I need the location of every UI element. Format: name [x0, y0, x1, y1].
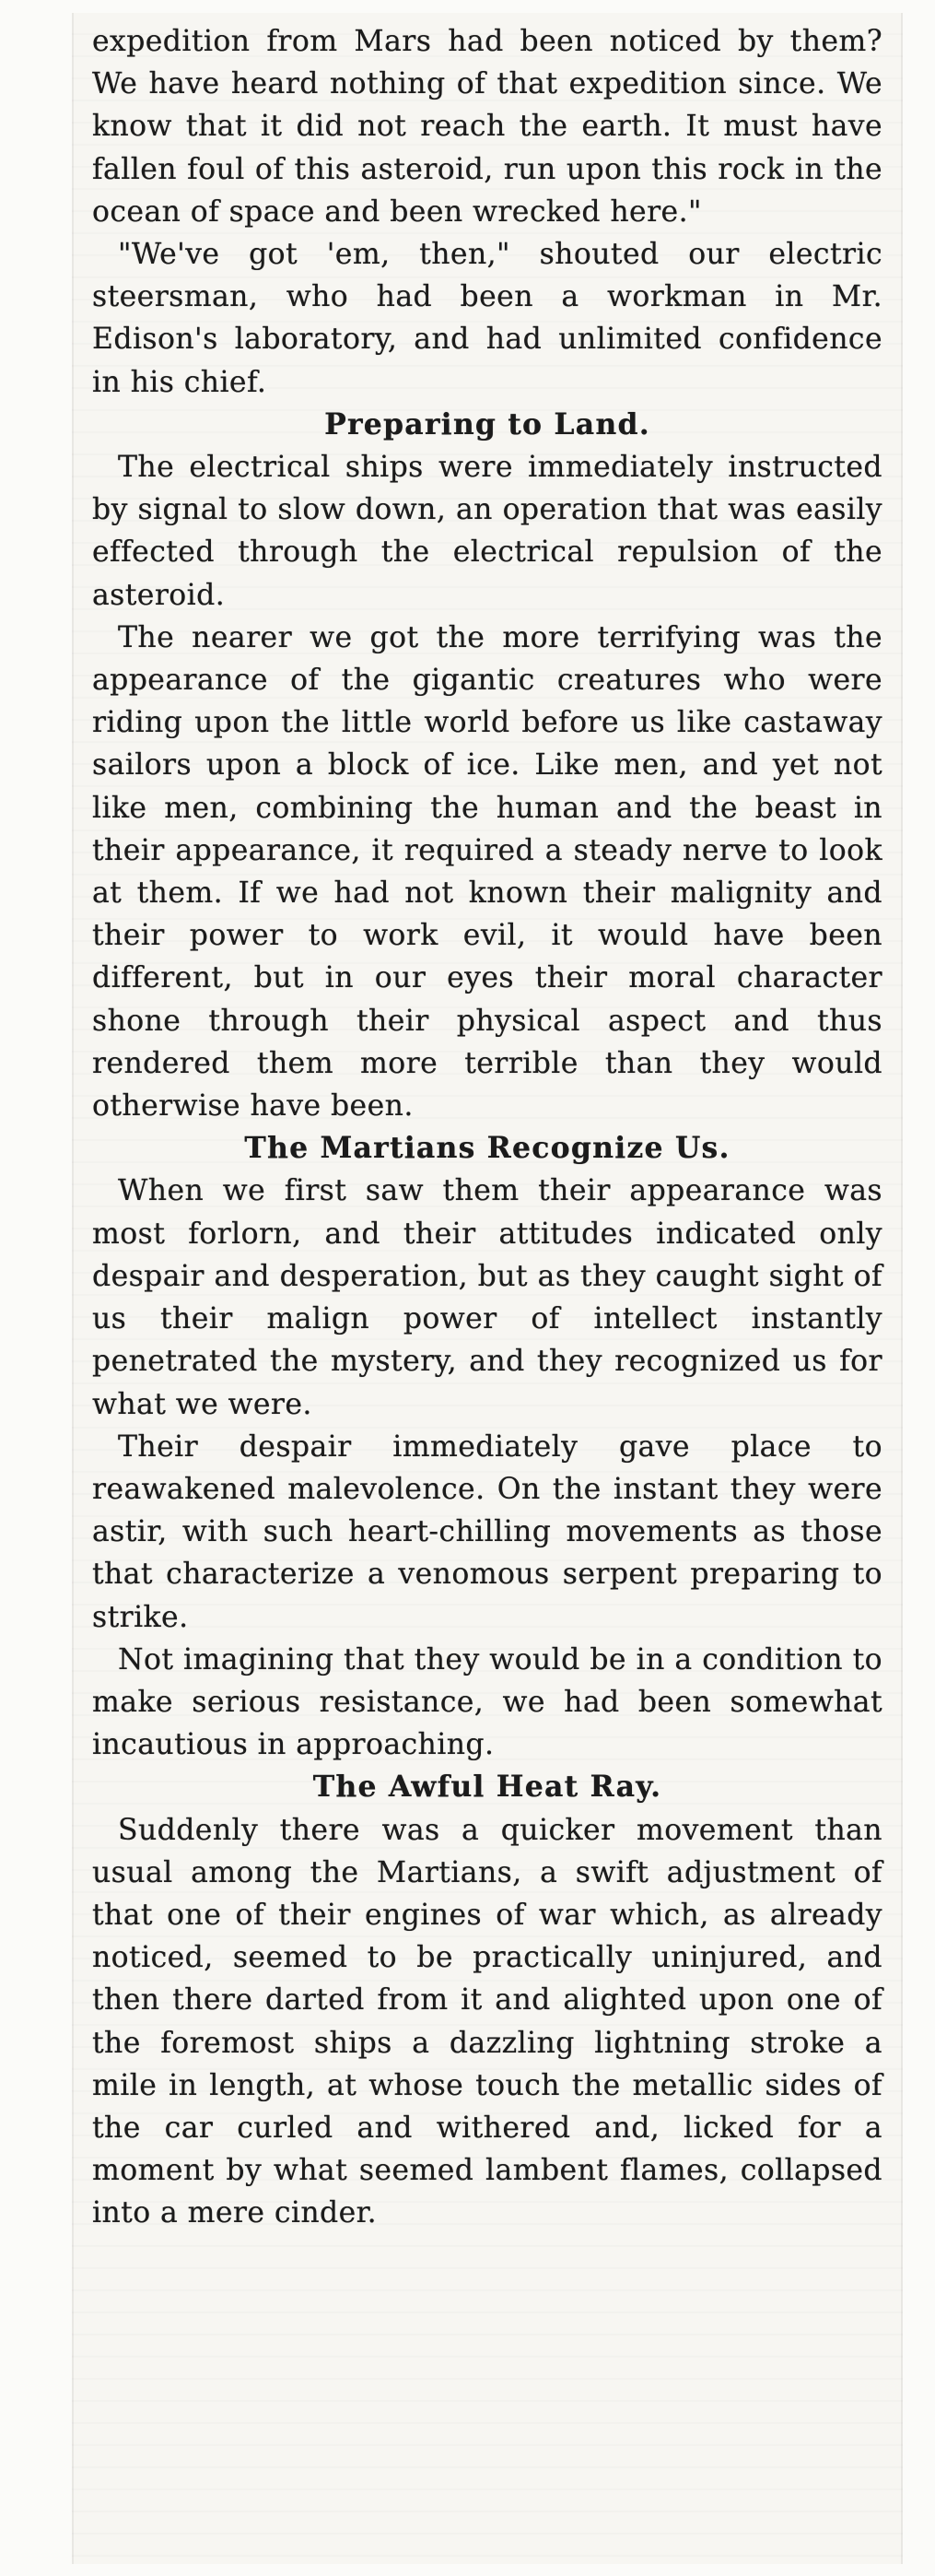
section-heading: The Awful Heat Ray. [312, 1770, 662, 1805]
section-heading: Preparing to Land. [324, 406, 650, 441]
paragraph: Not imagining that they would be in a condition to make serious resistance, we had been somewhat incautious in approaching. [92, 1642, 882, 1762]
paragraph: The electrical ships were immediately instructed by signal to slow down, an operation that was easily effected through the electrical repulsion of the asteroid. [92, 451, 882, 612]
article-body [92, 20, 882, 2235]
paragraph: The nearer we got the more terrifying was the appearance of the gigantic creatures who were riding upon the little world before us like castaway sailors upon a block of ice. Like men, and yet not like men, combining the human and the beast in their appearance, it required a steady nerve to look at them. If we had not known their malignity and their power to work evil, it would have been different, but in our eyes their moral character shone through their physical aspect and thus rendered them more terrible than they would otherwise have been. [92, 620, 882, 1123]
paragraph: When we first saw them their appearance was most forlorn, and their attitudes indicated only despair and desperation, but as they caught sight of us their malign power of intellect instantly penetrated the mystery, and they recognized us for what we were. [92, 1174, 882, 1421]
section-heading: The Martians Recognize Us. [244, 1131, 730, 1166]
paragraph: expedition from Mars had been noticed by them? We have heard nothing of that expedition since. We know that it did not reach the earth. It must have fallen foul of this asteroid, run upon this rock in the ocean of space and been wrecked here." [92, 25, 882, 229]
paragraph: Suddenly there was a quicker movement than usual among the Martians, a swift adjustment of that one of their engines of war which, as already noticed, seemed to be practically uninjured, and then there darted from it and alighted upon one of the foremost ships a dazzling lightning stroke a mile in length, at whose touch the metallic sides of the car curled and withered and, licked for a moment by what seemed lambent flames, collapsed into a mere cinder. [92, 1813, 882, 2230]
newspaper-column [72, 13, 903, 2564]
paragraph: "We've got 'em, then," shouted our electric steersman, who had been a workman in Mr. Edison's laboratory, and had unlimited confidence in his chief. [92, 238, 882, 399]
paragraph: Their despair immediately gave place to reawakened malevolence. On the instant they were astir, with such heart-chilling movements as those that characterize a venomous serpent preparing to strike. [92, 1429, 882, 1634]
